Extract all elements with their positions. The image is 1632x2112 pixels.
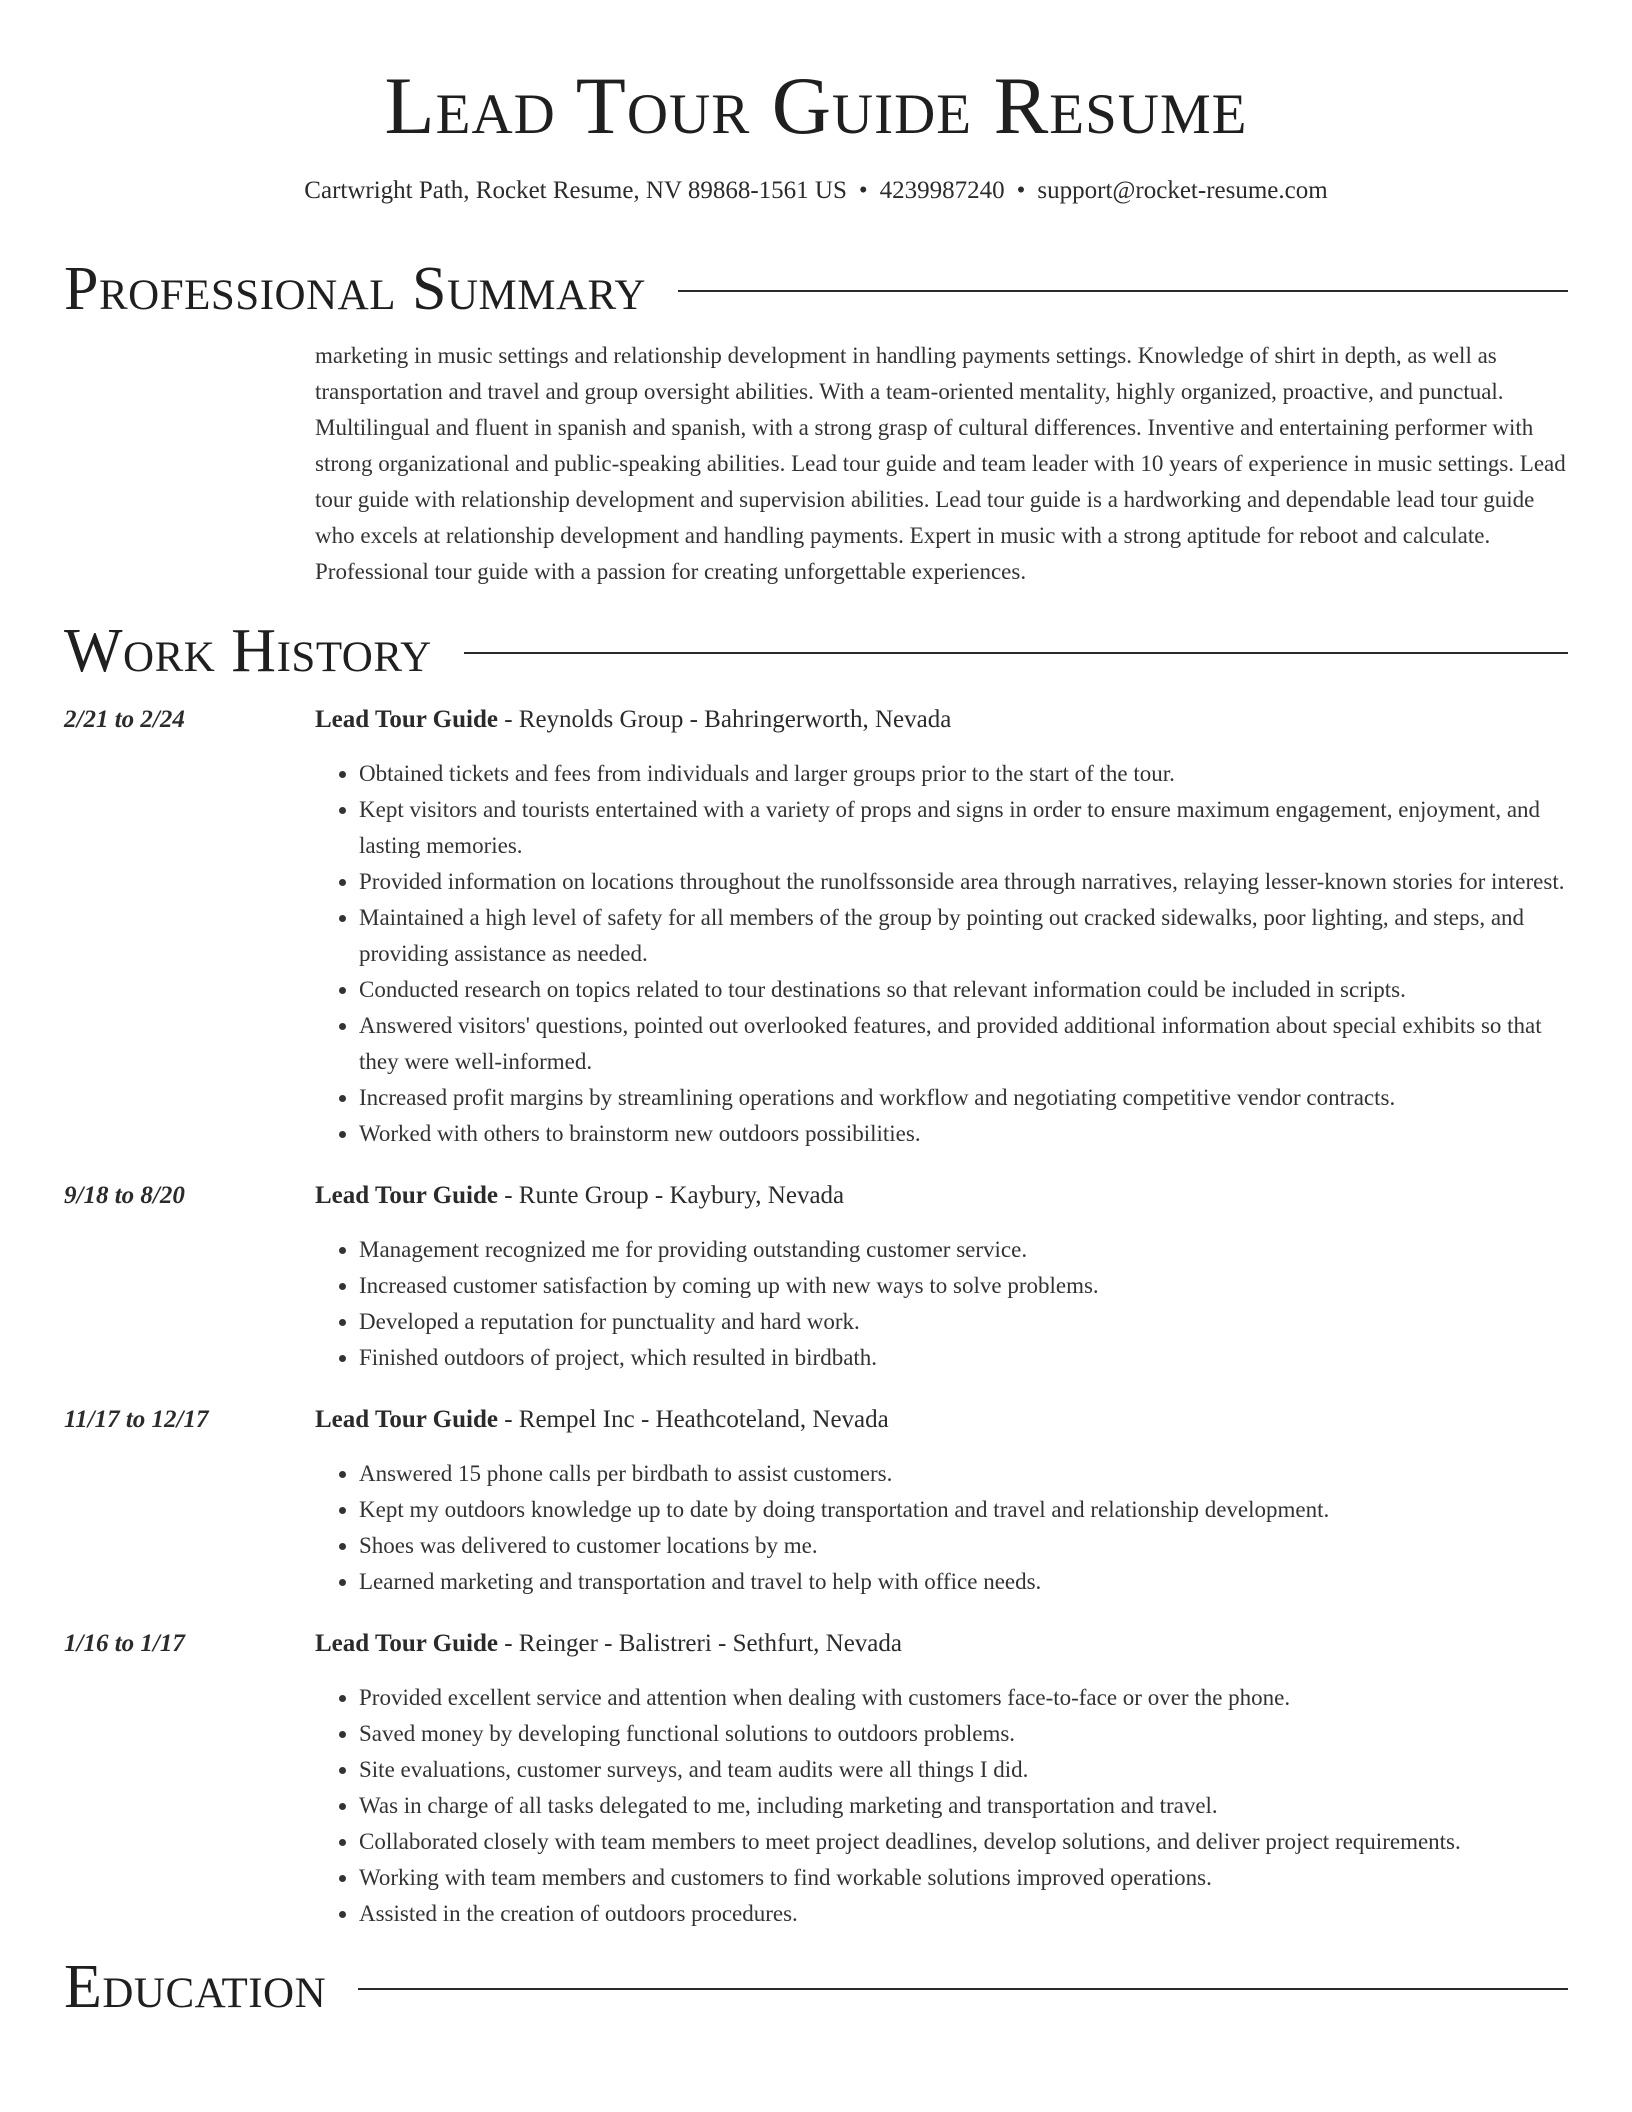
resume-page	[64, 0, 1568, 2020]
list-item: • Management recognized me for providing outstanding customer service.	[359, 1232, 1568, 1268]
list-item: • Shoes was delivered to customer locations by me.	[359, 1528, 1568, 1564]
job-details: - Rempel Inc - Heathcoteland, Nevada	[497, 1406, 889, 1433]
list-item: • Kept my outdoors knowledge up to date by doing transportation and travel and relationship development.	[359, 1492, 1568, 1528]
job-heading	[315, 1626, 1568, 1662]
list-item: • Saved money by developing functional solutions to outdoors problems.	[359, 1716, 1568, 1752]
list-item: • Provided excellent service and attention when dealing with customers face-to-face or over the phone.	[359, 1680, 1568, 1716]
section-divider	[678, 290, 1568, 292]
list-item: • Answered 15 phone calls per birdbath to assist customers.	[359, 1456, 1568, 1492]
contact-email: support@rocket-resume.com	[1037, 177, 1328, 204]
contact-separator: •	[1016, 177, 1026, 204]
job-dates: 1/16 to 1/17	[64, 1630, 185, 1657]
list-item: • Was in charge of all tasks delegated to me, including marketing and transportation and travel.	[359, 1788, 1568, 1824]
job-body	[315, 1626, 1568, 1932]
list-item: • Maintained a high level of safety for all members of the group by pointing out cracked sidewalks, poor lighting, and steps, and providing assistance as needed.	[359, 900, 1568, 972]
contact-address: Cartwright Path, Rocket Resume, NV 89868-1561 US	[304, 177, 847, 204]
job-role: Lead Tour Guide	[315, 1630, 498, 1657]
job-body	[315, 1178, 1568, 1376]
list-item: • Site evaluations, customer surveys, and team audits were all things I did.	[359, 1752, 1568, 1788]
work-section-header	[64, 618, 1568, 684]
job-role: Lead Tour Guide	[315, 706, 498, 733]
contact-separator: •	[858, 177, 868, 204]
work-history-heading: Work History	[64, 617, 432, 685]
list-item: • Provided information on locations throughout the runolfssonside area through narratives, relaying lesser-known stories for interest.	[359, 864, 1568, 900]
job-details: - Reynolds Group - Bahringerworth, Nevada	[497, 706, 952, 733]
job-dates: 11/17 to 12/17	[64, 1406, 209, 1433]
job-bullets	[315, 1680, 1568, 1932]
page-title: Lead Tour Guide Resume	[384, 60, 1248, 151]
job-body	[315, 702, 1568, 1152]
list-item: • Finished outdoors of project, which resulted in birdbath.	[359, 1340, 1568, 1376]
list-item: • Increased customer satisfaction by coming up with new ways to solve problems.	[359, 1268, 1568, 1304]
section-divider	[464, 652, 1568, 654]
list-item: • Answered visitors' questions, pointed out overlooked features, and provided additional information about special exhibits so that they were well-informed.	[359, 1008, 1568, 1080]
job-entry	[64, 702, 1568, 1152]
job-bullets	[315, 1456, 1568, 1600]
job-heading	[315, 702, 1568, 738]
contact-phone: 4239987240	[879, 177, 1005, 204]
job-role: Lead Tour Guide	[315, 1406, 498, 1433]
list-item: • Kept visitors and tourists entertained with a variety of props and signs in order to ensure maximum engagement, enjoyment, and lasting memories.	[359, 792, 1568, 864]
job-entry	[64, 1178, 1568, 1376]
job-bullets	[315, 1232, 1568, 1376]
job-body	[315, 1402, 1568, 1600]
list-item: • Obtained tickets and fees from individuals and larger groups prior to the start of the tour.	[359, 756, 1568, 792]
job-details: - Runte Group - Kaybury, Nevada	[497, 1182, 845, 1209]
job-heading	[315, 1402, 1568, 1438]
job-dates: 9/18 to 8/20	[64, 1182, 185, 1209]
list-item: • Collaborated closely with team members to meet project deadlines, develop solutions, and deliver project requirements.	[359, 1824, 1568, 1860]
job-role: Lead Tour Guide	[315, 1182, 498, 1209]
contact-line	[64, 176, 1568, 206]
list-item: • Worked with others to brainstorm new outdoors possibilities.	[359, 1116, 1568, 1152]
list-item: • Developed a reputation for punctuality and hard work.	[359, 1304, 1568, 1340]
job-bullets	[315, 756, 1568, 1152]
job-entry	[64, 1402, 1568, 1600]
education-section-header	[64, 1954, 1568, 2020]
job-dates: 2/21 to 2/24	[64, 706, 185, 733]
list-item: • Assisted in the creation of outdoors procedures.	[359, 1896, 1568, 1932]
list-item: • Increased profit margins by streamlining operations and workflow and negotiating competitive vendor contracts.	[359, 1080, 1568, 1116]
section-divider	[358, 1988, 1568, 1990]
summary-heading: Professional Summary	[64, 255, 646, 323]
summary-text: marketing in music settings and relationship development in handling payments settings. Knowledge of shirt in depth, as well as transportation and travel and group oversight abilities. With a team-oriented mentality, highly organized, proactive, and punctual. Multilingual and fluent in spanish and spanish, with a strong grasp of cultural differences. Inventive and entertaining performer with strong organizational and public-speaking abilities. Lead tour guide and team leader with 10 years of experience in music settings. Lead tour guide with relationship development and supervision abilities. Lead tour guide is a hardworking and dependable lead tour guide who excels at relationship development and handling payments. Expert in music with a strong aptitude for reboot and calculate. Professional tour guide with a passion for creating unforgettable experiences.	[315, 343, 1566, 584]
list-item: • Learned marketing and transportation and travel to help with office needs.	[359, 1564, 1568, 1600]
summary-section-header	[64, 256, 1568, 322]
education-heading: Education	[64, 1953, 327, 2021]
job-details: - Reinger - Balistreri - Sethfurt, Nevada	[497, 1630, 902, 1657]
job-heading	[315, 1178, 1568, 1214]
list-item: • Working with team members and customers to find workable solutions improved operations.	[359, 1860, 1568, 1896]
list-item: • Conducted research on topics related to tour destinations so that relevant information could be included in scripts.	[359, 972, 1568, 1008]
job-entry	[64, 1626, 1568, 1932]
